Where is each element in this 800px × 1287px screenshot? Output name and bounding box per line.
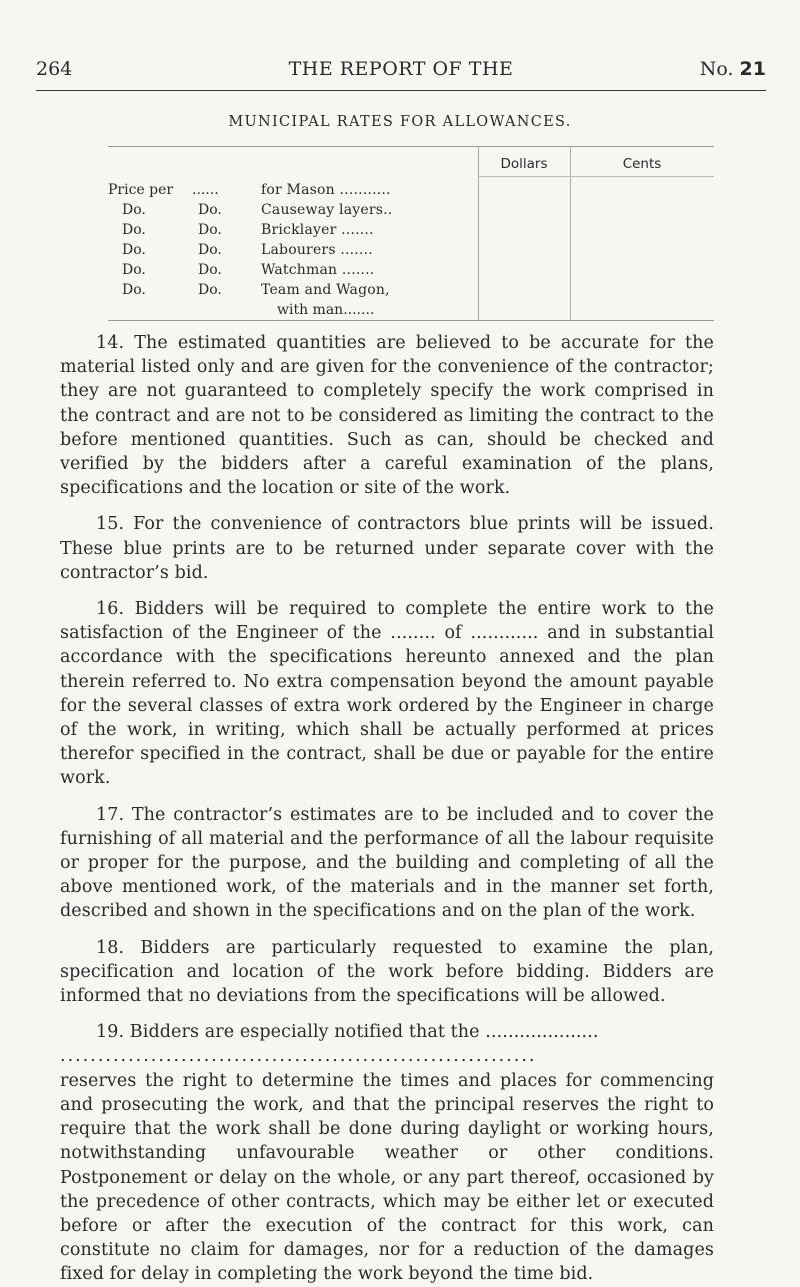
issue-number: [700, 58, 766, 80]
row-ditto: Do.: [198, 242, 222, 258]
row-label: Do.: [122, 282, 146, 298]
table-bottom-rule: [108, 320, 714, 321]
table-header-rule: [478, 176, 714, 177]
row-label: Do.: [122, 262, 146, 278]
paragraph-19-rest: reserves the right to determine the times and places for commencing and prosecuting the work, and that the principal reserves the right to require that the work shall be done during daylight or working hours, notwithstanding unfavourable weather or other conditions. Postponement or delay on the whole, or any part thereof, occasioned by the precedence of other contracts, which may be either let or executed before or after the execution of the contract for this work, can constitute no claim for damages, nor for a reduction of the damages fixed for delay in completing the work beyond the time bid.: [60, 1070, 714, 1285]
row-label: Price per: [108, 182, 174, 198]
paragraph-17: 17. The contractor’s estimates are to be included and to cover the furnishing of all material and the performance of all the labour requisite or proper for the purpose, and the building and completing of all the above mentioned work, of the materials and in the manner set forth, described and shown in the specifications and on the plan of the work.: [60, 804, 714, 922]
issue-value: 21: [739, 58, 766, 80]
cents-header: Cents: [622, 156, 662, 172]
paragraph-15: 15. For the convenience of contractors blue prints will be issued. These blue prints are to be returned under separate cover with the contractor’s bid.: [60, 514, 714, 583]
row-trade: for Mason ...........: [261, 182, 391, 198]
row-ditto: Do.: [198, 282, 222, 298]
row-ditto: Do.: [198, 202, 222, 218]
row-label: Do.: [122, 242, 146, 258]
paragraph-19-start: 19. Bidders are especially notified that the ....................: [96, 1022, 599, 1043]
row-trade: Team and Wagon,: [261, 282, 390, 298]
row-ditto: Do.: [198, 222, 222, 238]
body-text: [60, 331, 714, 1287]
dollars-header: Dollars: [500, 156, 548, 172]
row-label: Do.: [122, 202, 146, 218]
header-rule: [36, 90, 766, 91]
row-trade: Labourers .......: [261, 242, 373, 258]
rates-table: [108, 146, 714, 322]
table-top-rule: [108, 146, 714, 147]
table-title: MUNICIPAL RATES FOR ALLOWANCES.: [228, 114, 572, 130]
table-column-divider: [478, 146, 479, 321]
paragraph-14: 14. The estimated quantities are believed to be accurate for the material listed only and are given for the convenience of the contractor; they are not guaranteed to completely specify the work comprised in the contract and are not to be considered as limiting the contract to the before mentioned quantities. Such as can, should be checked and verified by the bidders after a careful examination of the plans, specifications and the location or site of the work.: [60, 333, 714, 499]
row-leader: ......: [192, 182, 219, 198]
row-label: Do.: [122, 222, 146, 238]
issue-label: No.: [699, 58, 734, 80]
paragraph-19-blank-line: ...............................................................: [60, 1046, 537, 1067]
row-trade: Causeway layers..: [261, 202, 393, 218]
page-number: 264: [36, 58, 73, 80]
paragraph-16: 16. Bidders will be required to complete the entire work to the satisfaction of the Engineer of the ........ of ............ and in substantial accordance with the specifications hereunto annexed and the plan therein referred to. No extra compensation beyond the amount payable for the several classes of extra work ordered by the Engineer in charge of the work, in writing, which shall be actually performed at prices therefor specified in the contract, shall be due or payable for the entire work.: [60, 599, 714, 789]
row-trade: Watchman .......: [261, 262, 375, 278]
page-header: [36, 44, 766, 88]
row-ditto: Do.: [198, 262, 222, 278]
running-title: THE REPORT OF THE: [288, 58, 514, 80]
table-column-divider: [570, 146, 571, 321]
row-trade-continued: with man.......: [277, 302, 375, 318]
row-trade: Bricklayer .......: [261, 222, 374, 238]
paragraph-18: 18. Bidders are particularly requested to examine the plan, specification and location of the work before bidding. Bidders are informed that no deviations from the specifications will be allowed.: [60, 937, 714, 1007]
